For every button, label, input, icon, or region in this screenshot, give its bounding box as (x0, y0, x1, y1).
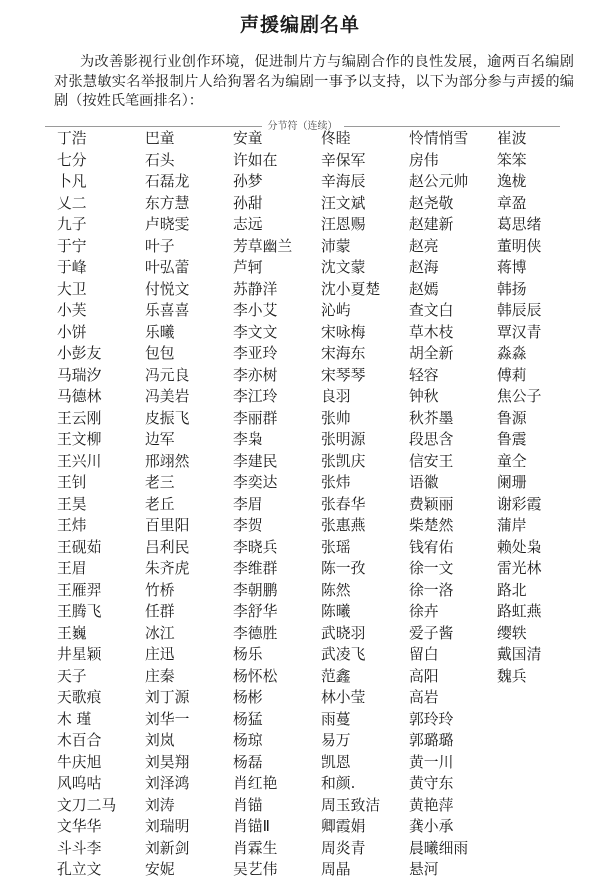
screenwriter-name: 乂二 (57, 194, 87, 212)
screenwriter-name: 杨怀松 (233, 667, 278, 685)
screenwriter-name: 张明源 (321, 431, 366, 448)
screenwriter-name: 童仝 (497, 452, 527, 470)
screenwriter-name: 王钊 (57, 474, 87, 491)
screenwriter-name: 徐一洛 (409, 581, 454, 599)
screenwriter-name: 阑珊 (497, 474, 527, 491)
screenwriter-name: 陈然 (321, 581, 351, 599)
screenwriter-name: 爱子酱 (409, 624, 454, 642)
screenwriter-name: 许如在 (233, 151, 278, 169)
screenwriter-name: 井星颖 (57, 646, 102, 663)
screenwriter-name: 杨磊 (233, 753, 263, 771)
screenwriter-name: 刘涛 (145, 796, 175, 814)
document-title: 声援编剧名单 (239, 14, 360, 36)
screenwriter-name: 怜情悄雪 (409, 130, 469, 147)
screenwriter-name: 李小艾 (233, 302, 278, 319)
screenwriter-name: 高岩 (409, 689, 439, 706)
screenwriter-name: 王腾飞 (57, 603, 102, 620)
screenwriter-name: 雨蔓 (321, 710, 351, 728)
screenwriter-name: 马瑞汐 (57, 366, 102, 384)
screenwriter-name: 张春华 (321, 495, 366, 513)
screenwriter-name: 沛蒙 (321, 237, 351, 255)
screenwriter-name: 乐喜喜 (145, 302, 190, 319)
name-column-3 (233, 128, 321, 881)
screenwriter-name: 段思含 (409, 431, 454, 448)
screenwriter-name: 刘岚 (145, 732, 175, 749)
screenwriter-name: 柴楚然 (409, 517, 454, 534)
screenwriter-name: 陈曦 (321, 603, 351, 620)
screenwriter-name: 章盈 (497, 194, 527, 212)
screenwriter-name: 汪文斌 (321, 194, 366, 212)
screenwriter-name: 魏兵 (497, 667, 527, 685)
screenwriter-name: 李朝鹏 (233, 581, 278, 599)
screenwriter-name: 王砚茹 (57, 538, 102, 556)
screenwriter-name: 张帅 (321, 409, 351, 427)
screenwriter-name: 信安王 (409, 452, 454, 470)
screenwriter-name: 小饼 (57, 323, 87, 341)
screenwriter-name: 辛保军 (321, 151, 366, 169)
screenwriter-name: 杨琼 (233, 732, 263, 749)
screenwriter-name: 李亚玲 (233, 345, 278, 362)
screenwriter-name: 雷光林 (497, 560, 542, 577)
screenwriter-name: 晨曦细雨 (409, 839, 469, 857)
name-list (57, 128, 597, 881)
screenwriter-name: 肖红艳 (233, 775, 278, 792)
screenwriter-name: 黄守东 (409, 775, 454, 792)
screenwriter-name: 秋芥墨 (409, 409, 454, 427)
screenwriter-name: 李丽群 (233, 409, 278, 427)
screenwriter-name: 李文文 (233, 323, 278, 341)
screenwriter-name: 费颖丽 (409, 495, 454, 513)
screenwriter-name: 赵建新 (409, 216, 454, 233)
screenwriter-name: 木百合 (57, 732, 102, 749)
screenwriter-name: 沈小夏楚 (321, 280, 381, 298)
screenwriter-name: 孙甜 (233, 194, 263, 212)
screenwriter-name: 宋海东 (321, 345, 366, 362)
screenwriter-name: 武凌飞 (321, 646, 366, 663)
screenwriter-name: 黄艳萍 (409, 796, 454, 814)
name-column-4 (321, 128, 409, 881)
screenwriter-name: 朱齐虎 (145, 560, 190, 577)
screenwriter-name: 叶子 (145, 237, 175, 255)
screenwriter-name: 凯恩 (321, 753, 351, 771)
screenwriter-name: 风呜咕 (57, 775, 102, 792)
screenwriter-name: 孔立文 (57, 861, 102, 878)
screenwriter-name: 李建民 (233, 452, 278, 470)
screenwriter-name: 武晓羽 (321, 624, 366, 642)
screenwriter-name: 冯元良 (145, 366, 190, 384)
name-column-1 (57, 128, 145, 881)
screenwriter-name: 王巍 (57, 624, 87, 642)
screenwriter-name: 周炎青 (321, 839, 366, 857)
screenwriter-name: 语徽 (409, 474, 439, 491)
screenwriter-name: 卜凡 (57, 173, 87, 190)
screenwriter-name: 查文白 (409, 302, 454, 319)
screenwriter-name: 石头 (145, 151, 175, 169)
screenwriter-name: 沈文蒙 (321, 259, 366, 276)
screenwriter-name: 房伟 (409, 151, 439, 169)
screenwriter-name: 边军 (145, 431, 175, 448)
screenwriter-name: 徐一文 (409, 560, 454, 577)
screenwriter-name: 龚小承 (409, 818, 454, 835)
screenwriter-name: 路北 (497, 581, 527, 599)
screenwriter-name: 木 瑾 (57, 710, 92, 728)
screenwriter-name: 百里阳 (145, 517, 190, 534)
screenwriter-name: 刘泽鸿 (145, 775, 190, 792)
screenwriter-name: 刘华一 (145, 710, 190, 728)
screenwriter-name: 周玉致洁 (321, 796, 381, 814)
screenwriter-name: 杨猛 (233, 710, 263, 728)
screenwriter-name: 王云刚 (57, 409, 102, 427)
screenwriter-name: 钟秋 (409, 388, 439, 405)
screenwriter-name: 鲁震 (497, 431, 527, 448)
screenwriter-name: 马德林 (57, 388, 102, 405)
screenwriter-name: 笨笨 (497, 151, 527, 169)
screenwriter-name: 卢晓雯 (145, 216, 190, 233)
screenwriter-name: 王眉 (57, 560, 87, 577)
screenwriter-name: 陈一孜 (321, 560, 366, 577)
screenwriter-name: 冯美岩 (145, 388, 190, 405)
screenwriter-name: 赖处枭 (497, 538, 542, 556)
screenwriter-name: 庄秦 (145, 667, 175, 685)
screenwriter-name: 芳草幽兰 (233, 237, 293, 255)
screenwriter-name: 张炜 (321, 474, 351, 491)
screenwriter-name: 良羽 (321, 388, 351, 405)
screenwriter-name: 赵嫣 (409, 280, 439, 298)
screenwriter-name: 张凯庆 (321, 452, 366, 470)
screenwriter-name: 石磊龙 (145, 173, 190, 190)
screenwriter-name: 文刀二马 (57, 796, 117, 814)
screenwriter-name: 高阳 (409, 667, 439, 685)
screenwriter-name: 和颜. (321, 775, 356, 792)
intro-paragraph: 为改善影视行业创作环境，促进制片方与编剧合作的良性发展，逾两百名编剧对张慧敏实名举报制片人给狗署名为编剧一事予以支持，以下为部分参与声援的编剧（按姓氏笔画排名）： (54, 54, 574, 109)
screenwriter-name: 叶弘蕾 (145, 259, 190, 276)
screenwriter-name: 戴国清 (497, 646, 542, 663)
screenwriter-name: 鲁源 (497, 409, 527, 427)
screenwriter-name: 小彭友 (57, 345, 102, 362)
screenwriter-name: 七分 (57, 151, 87, 169)
screenwriter-name: 易万 (321, 732, 351, 749)
screenwriter-name: 天歌痕 (57, 689, 102, 706)
screenwriter-name: 皮振飞 (145, 409, 190, 427)
name-column-2 (145, 128, 233, 881)
screenwriter-name: 徐卉 (409, 603, 439, 620)
screenwriter-name: 肖霖生 (233, 839, 278, 857)
screenwriter-name: 董明侠 (497, 237, 542, 255)
screenwriter-name: 巴童 (145, 130, 175, 147)
screenwriter-name: 覃汉青 (497, 323, 542, 341)
screenwriter-name: 文华华 (57, 818, 102, 835)
screenwriter-name: 卿霞娟 (321, 818, 366, 835)
screenwriter-name: 苏静洋 (233, 280, 278, 298)
screenwriter-name: 牛庆旭 (57, 753, 102, 771)
screenwriter-name: 李贺 (233, 517, 263, 534)
screenwriter-name: 李眉 (233, 495, 263, 513)
screenwriter-name: 蒋博 (497, 259, 527, 276)
screenwriter-name: 邢翊然 (145, 452, 190, 470)
screenwriter-name: 焦公子 (497, 388, 542, 405)
name-column-5 (409, 128, 497, 881)
screenwriter-name: 赵尧敬 (409, 194, 454, 212)
screenwriter-name: 葛思绪 (497, 216, 542, 233)
screenwriter-name: 李亦树 (233, 366, 278, 384)
screenwriter-name: 轻容 (409, 366, 439, 384)
screenwriter-name: 张惠燕 (321, 517, 366, 534)
screenwriter-name: 韩辰辰 (497, 302, 542, 319)
screenwriter-name: 赵亮 (409, 237, 439, 255)
screenwriter-name: 李舒华 (233, 603, 278, 620)
screenwriter-name: 李晓兵 (233, 538, 278, 556)
screenwriter-name: 老三 (145, 474, 175, 491)
screenwriter-name: 汪恩赐 (321, 216, 366, 233)
screenwriter-name: 安童 (233, 130, 263, 147)
screenwriter-name: 吕利民 (145, 538, 190, 556)
screenwriter-name: 赵公元帅 (409, 173, 469, 190)
name-column-6 (497, 128, 585, 881)
screenwriter-name: 黄一川 (409, 753, 454, 771)
screenwriter-name: 崔波 (497, 130, 527, 147)
screenwriter-name: 于宁 (57, 237, 87, 255)
screenwriter-name: 刘昊翔 (145, 753, 190, 771)
screenwriter-name: 张瑶 (321, 538, 351, 556)
screenwriter-name: 李维群 (233, 560, 278, 577)
screenwriter-name: 蒲岸 (497, 517, 527, 534)
screenwriter-name: 九子 (57, 216, 87, 233)
screenwriter-name: 李江玲 (233, 388, 278, 405)
screenwriter-name: 孙梦 (233, 173, 263, 190)
screenwriter-name: 郭玲玲 (409, 710, 454, 728)
screenwriter-name: 吴艺伟 (233, 861, 278, 878)
screenwriter-name: 赵海 (409, 259, 439, 276)
screenwriter-name: 刘新剑 (145, 839, 190, 857)
screenwriter-name: 任群 (145, 603, 175, 620)
screenwriter-name: 悬河 (409, 861, 439, 878)
screenwriter-name: 李德胜 (233, 624, 278, 642)
screenwriter-name: 逸栊 (497, 173, 527, 190)
screenwriter-name: 王雁羿 (57, 581, 102, 599)
screenwriter-name: 谢彩霞 (497, 495, 542, 513)
screenwriter-name: 芦轲 (233, 259, 263, 276)
screenwriter-name: 范鑫 (321, 667, 351, 685)
screenwriter-name: 李奕达 (233, 474, 278, 491)
screenwriter-name: 王文柳 (57, 431, 102, 448)
screenwriter-name: 宋咏梅 (321, 323, 366, 341)
screenwriter-name: 周晶 (321, 861, 351, 878)
screenwriter-name: 庄迅 (145, 646, 175, 663)
screenwriter-name: 志远 (233, 216, 263, 233)
screenwriter-name: 竹桥 (145, 581, 175, 599)
screenwriter-name: 肖锚 (233, 796, 263, 814)
screenwriter-name: 乐曦 (145, 323, 175, 341)
screenwriter-name: 安妮 (145, 861, 175, 878)
screenwriter-name: 沁屿 (321, 302, 351, 319)
screenwriter-name: 钱宥佑 (409, 538, 454, 556)
section-break-label: 分节符（连续） (262, 120, 344, 133)
screenwriter-name: 淼淼 (497, 345, 527, 362)
screenwriter-name: 付悦文 (145, 280, 190, 298)
screenwriter-name: 王昊 (57, 495, 87, 513)
screenwriter-name: 丁浩 (57, 130, 87, 147)
screenwriter-name: 草木枝 (409, 323, 454, 341)
screenwriter-name: 留白 (409, 646, 439, 663)
screenwriter-name: 李枭 (233, 431, 263, 448)
screenwriter-name: 王炜 (57, 517, 87, 534)
screenwriter-name: 傅莉 (497, 366, 527, 384)
screenwriter-name: 斗斗李 (57, 839, 102, 857)
screenwriter-name: 冰江 (145, 624, 175, 642)
screenwriter-name: 杨彬 (233, 689, 263, 706)
screenwriter-name: 胡全新 (409, 345, 454, 362)
screenwriter-name: 肖锚Ⅱ (233, 818, 270, 835)
screenwriter-name: 韩扬 (497, 280, 527, 298)
screenwriter-name: 刘瑞明 (145, 818, 190, 835)
screenwriter-name: 宋琴琴 (321, 366, 366, 384)
screenwriter-name: 王兴川 (57, 452, 102, 470)
screenwriter-name: 天子 (57, 667, 87, 685)
screenwriter-name: 郭璐璐 (409, 732, 454, 749)
screenwriter-name: 包包 (145, 345, 175, 362)
screenwriter-name: 大卫 (57, 280, 87, 298)
screenwriter-name: 辛海辰 (321, 173, 366, 190)
screenwriter-name: 佟睦 (321, 130, 351, 147)
screenwriter-name: 刘丁源 (145, 689, 190, 706)
screenwriter-name: 老丘 (145, 495, 175, 513)
screenwriter-name: 路虹燕 (497, 603, 542, 620)
screenwriter-name: 于峰 (57, 259, 87, 276)
screenwriter-name: 缨轶 (497, 624, 527, 642)
screenwriter-name: 林小莹 (321, 689, 366, 706)
screenwriter-name: 小芙 (57, 302, 87, 319)
screenwriter-name: 杨乐 (233, 646, 263, 663)
screenwriter-name: 东方慧 (145, 194, 190, 212)
